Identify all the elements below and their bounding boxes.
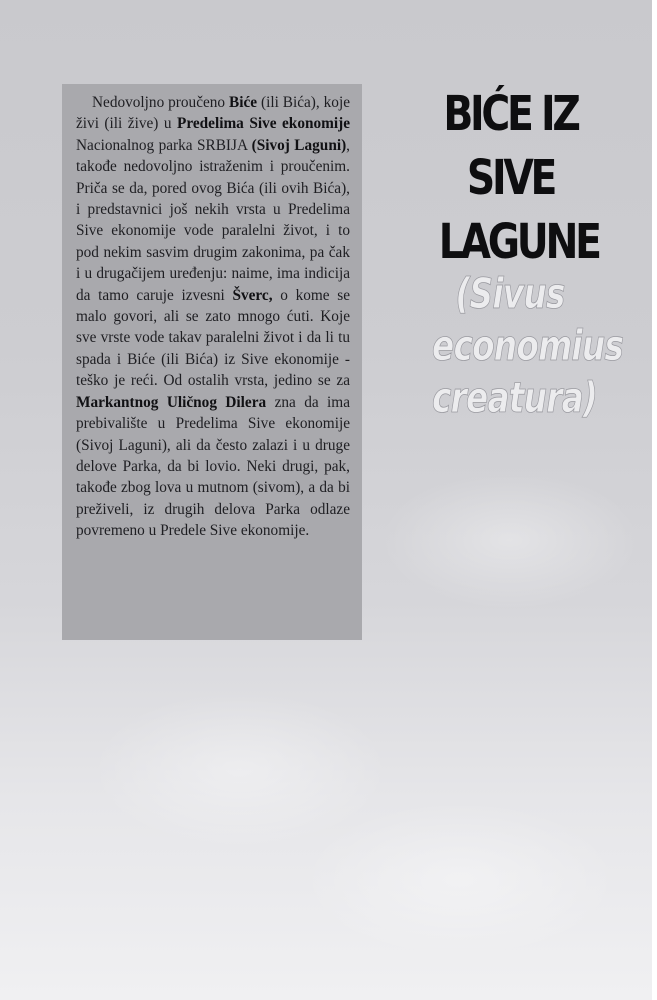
- body-segment: zna da ima prebivalište u Predelima Sive ekonomije (Sivoj Laguni), ali da često zalazi i u druge delove Parka, da bi lovio. Neki drugi, pak, takođe zbog lova u mutnom (sivom), a da bi preživeli, iz drugih delova Parka odlaze povremeno u Predele Sive ekonomije.: [76, 393, 350, 540]
- page-edge: [652, 0, 657, 1000]
- body-segment: o kome se malo govori, ali se zato mnogo ćuti. Koje sve vrste vode takav paralelni život i da li tu spada i Biće (ili Bića) iz Sive ekonomije - teško je reći. Od ostalih vrsta, jedino se za: [76, 286, 350, 390]
- subtitle-line: creatura): [432, 373, 598, 422]
- body-segment-bold: (Sivoj Laguni): [251, 136, 347, 154]
- page-title: [423, 82, 598, 274]
- title-line: LAGUNE: [438, 214, 599, 270]
- description-box: [62, 84, 362, 640]
- title-line: SIVE: [466, 150, 555, 206]
- body-segment: Nedovoljno proučeno: [92, 94, 230, 111]
- subtitle-line: (Sivus: [455, 269, 565, 318]
- body-segment: Nacionalnog parka SRBIJA: [76, 136, 252, 154]
- body-segment-bold: Biće: [229, 94, 258, 111]
- body-segment: , takođe nedovoljno istraženim i proučenim. Priča se da, pored ovog Bića (ili ovih Bića), i predstavnici još nekih vrsta u Predelima Sive ekonomije vode paralelni život, i to pod nekim sasvim drugim zakonima, pa čak i u drugačijem uređenju: naime, ima indicija da tamo caruje izvesni: [76, 136, 350, 304]
- body-segment-bold: Predelima Sive ekonomije: [177, 115, 350, 133]
- page-subtitle: [410, 268, 624, 424]
- subtitle-line: economius: [432, 321, 624, 370]
- body-segment-bold: Šverc,: [232, 286, 273, 304]
- background-texture: [380, 470, 640, 610]
- description-text: [76, 92, 350, 542]
- body-segment: (ili Bića), koje živi (ili žive) u: [76, 94, 350, 133]
- title-line: BIĆE IZ: [443, 86, 578, 142]
- body-segment-bold: Markantnog Uličnog Dilera: [76, 393, 267, 411]
- background-texture: [300, 800, 620, 960]
